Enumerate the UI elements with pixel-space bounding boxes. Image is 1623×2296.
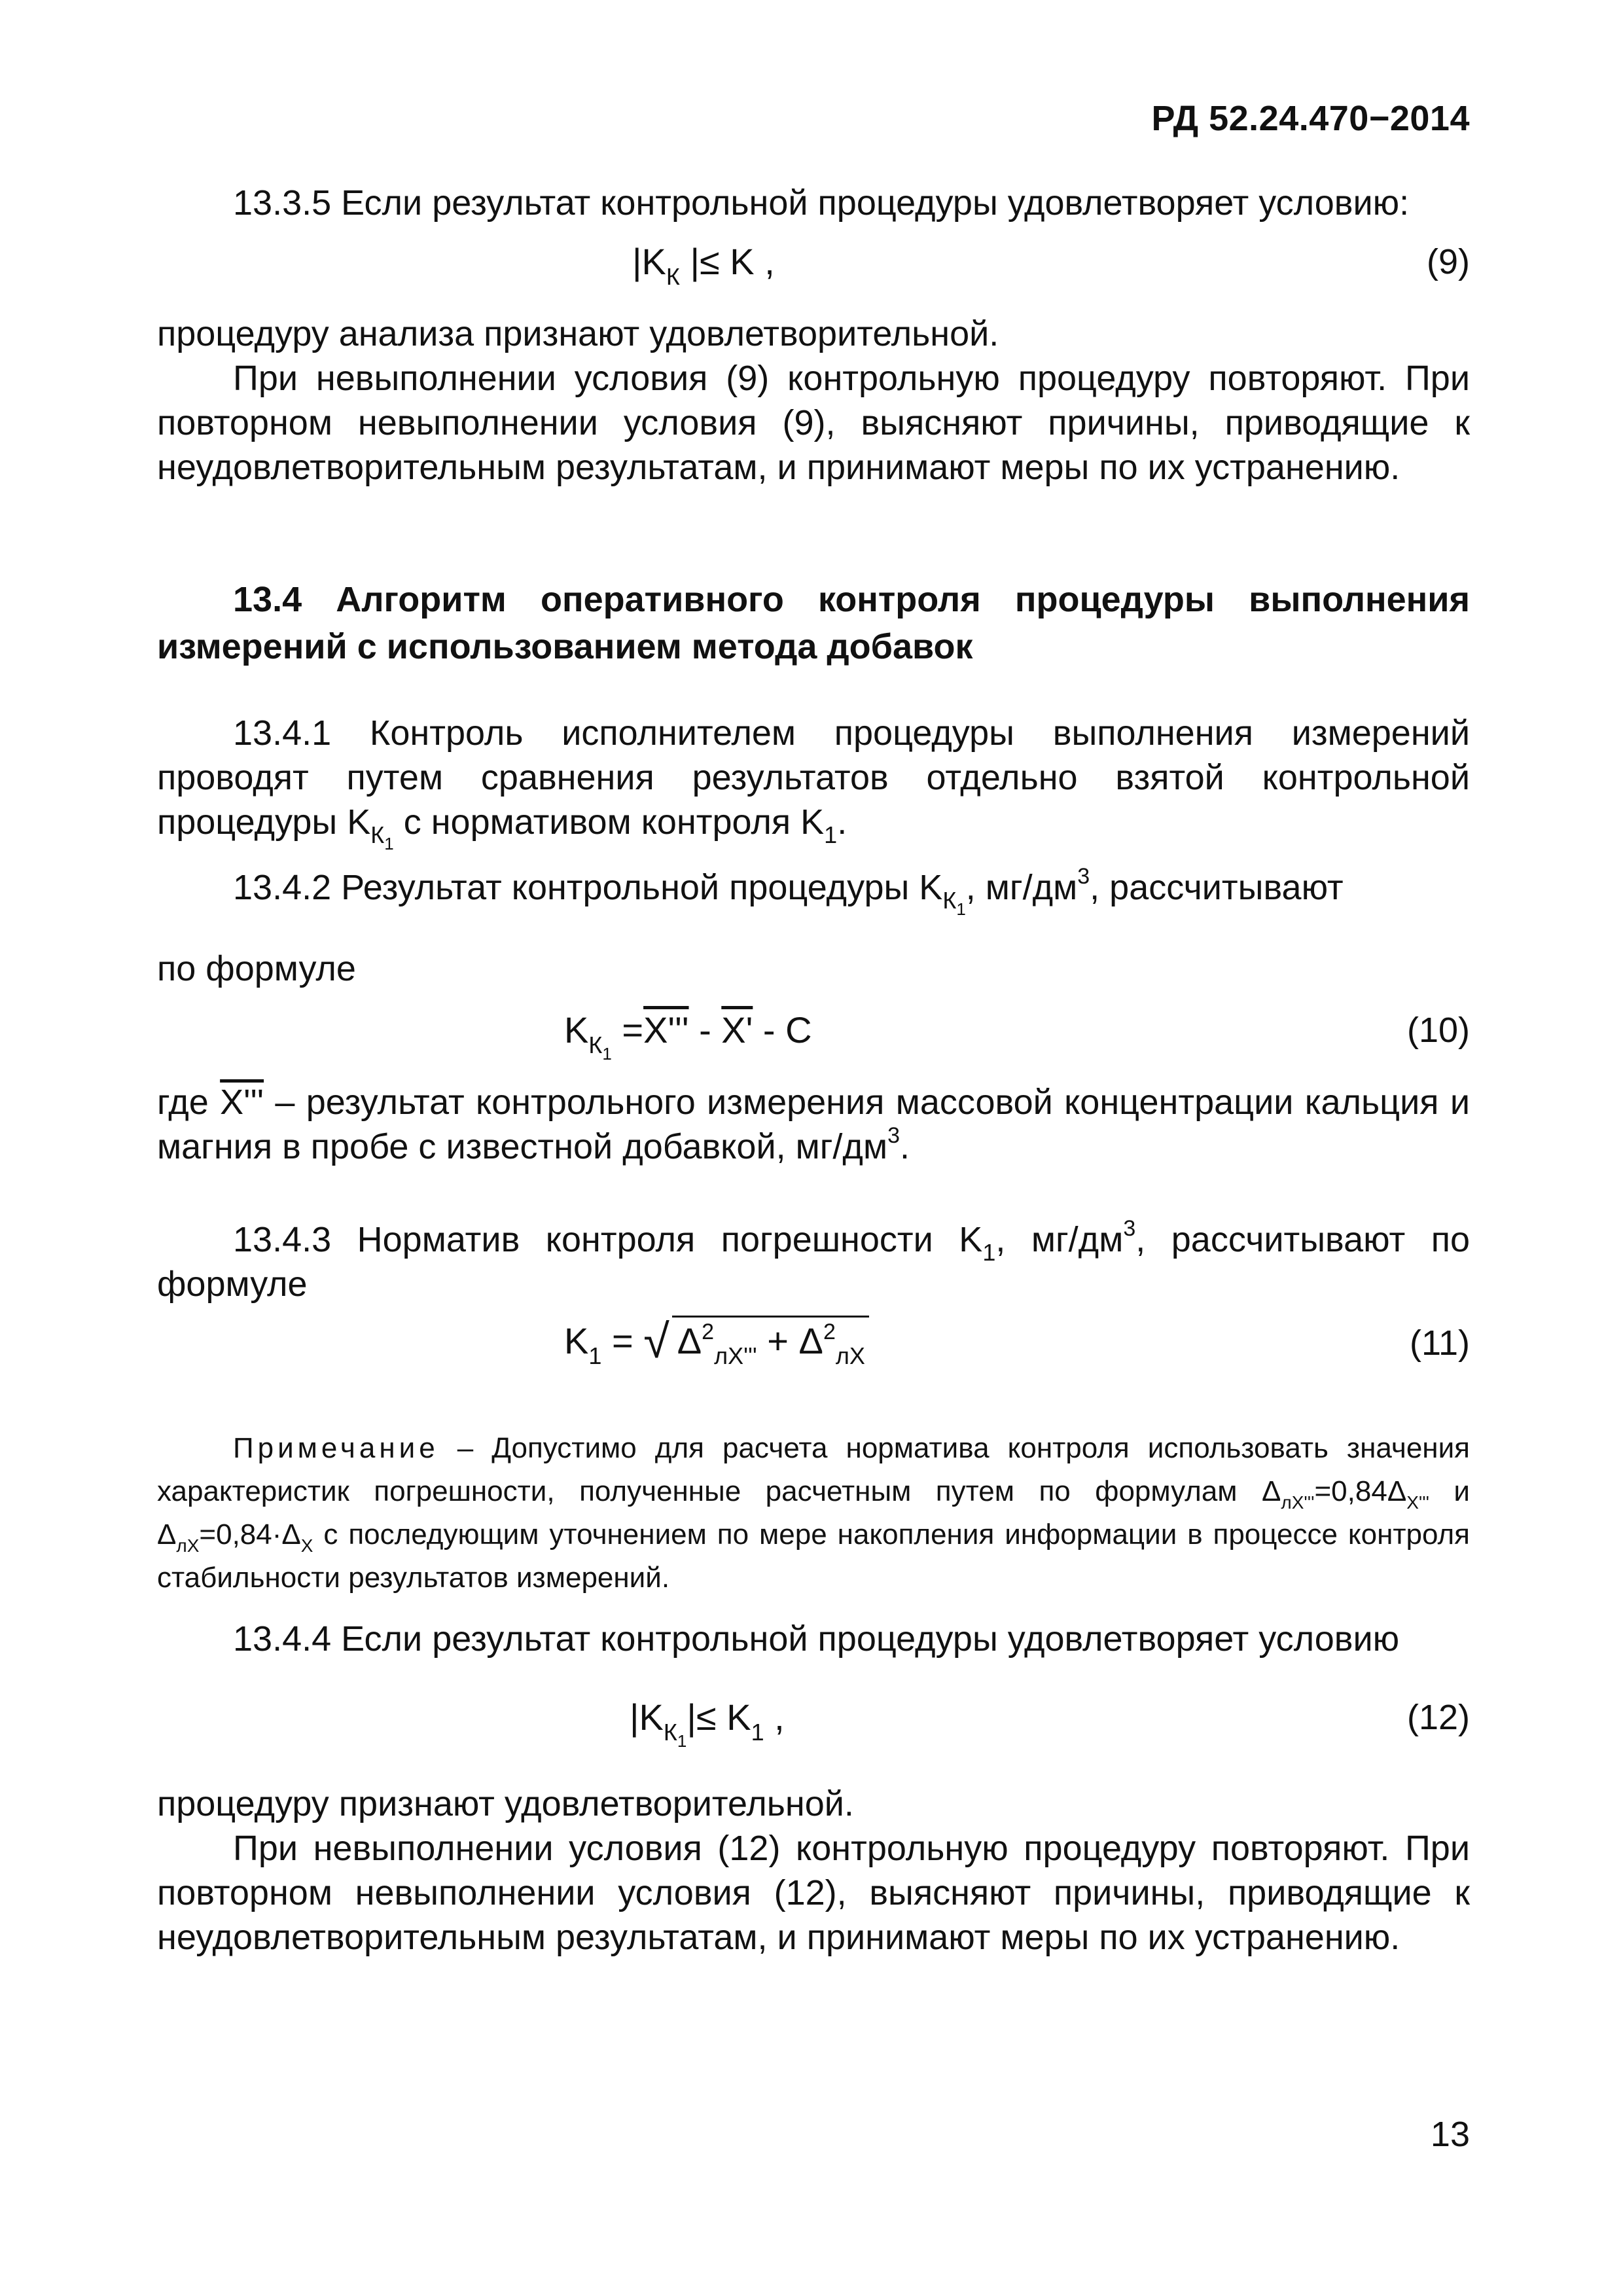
- sub-k-index: 1: [677, 1731, 687, 1751]
- formula-11-delta-b: Δ: [798, 1320, 823, 1361]
- formula-11-delta-a: Δ: [677, 1320, 702, 1361]
- note-sub-a: лX''': [1281, 1492, 1315, 1513]
- paragraph-analysis-accepted: процедуру анализа признают удовлетворительной.: [157, 314, 999, 353]
- formula-10: [564, 1008, 812, 1064]
- note-eq-a: =0,84: [1314, 1475, 1387, 1507]
- section-heading-13-4: 13.4 Алгоритм оперативного контроля процедуры выполнения измерений с использованием метода добавок: [157, 580, 1470, 666]
- paragraph-by-formula: по формуле: [157, 949, 356, 988]
- sub-k-letter: К: [663, 1719, 677, 1746]
- paragraph-13-4-3-sup: 3: [1123, 1216, 1136, 1241]
- document-id: РД 52.24.470−2014: [1151, 99, 1470, 138]
- sub-k-index: 1: [602, 1044, 612, 1064]
- paragraph-13-4-1: [157, 711, 1470, 853]
- sub-k-index: 1: [384, 834, 394, 853]
- formula-10-lhs-sub: [588, 1031, 612, 1064]
- formula-12: [630, 1695, 785, 1751]
- sub-k-letter: К: [588, 1031, 603, 1058]
- sub-k-index: 1: [956, 899, 966, 919]
- paragraph-repeat-12: При невыполнении условия (12) контрольную процедуру повторяют. При повторном невыполнении условия (12), выясняют причины, приводящие к неудовлетворительным результатам, и принимают меры по их устранению.: [157, 1829, 1470, 1957]
- paragraph-where-symbol: X''': [220, 1083, 264, 1122]
- formula-10-lhs: K: [564, 1009, 589, 1050]
- note-delta-4: Δ: [281, 1518, 301, 1551]
- paragraph-where-text-a: где: [157, 1083, 221, 1122]
- paragraph-13-4-2-sub-k: [942, 887, 966, 919]
- equation-number-12: (12): [1406, 1698, 1470, 1737]
- equation-number-10: (10): [1406, 1011, 1470, 1050]
- paragraph-where-sup: 3: [887, 1123, 900, 1148]
- note-delta-2: Δ: [1387, 1475, 1407, 1507]
- formula-9: [632, 240, 775, 290]
- formula-12-sub: [663, 1719, 687, 1751]
- paragraph-13-4-1-text-b: с нормативом контроля K: [393, 802, 825, 842]
- formula-12-open: |K: [630, 1696, 664, 1738]
- formula-9-relation: |≤ K ,: [679, 241, 775, 282]
- formula-10-x-triple-prime: X''': [643, 1009, 689, 1050]
- formula-10-minus-1: -: [688, 1009, 722, 1050]
- formula-10-minus-c: - C: [753, 1009, 812, 1050]
- sub-k-letter: К: [370, 821, 385, 848]
- note-sub-d: X: [300, 1535, 313, 1556]
- formula-10-x-prime: X': [721, 1009, 753, 1050]
- paragraph-repeat-9: При невыполнении условия (9) контрольную процедуру повторяют. При повторном невыполнении условия (9), выясняют причины, приводящие к неудовлетворительным результатам, и принимают меры по их устранению.: [157, 359, 1470, 487]
- formula-11-sub-a: лX''': [714, 1342, 757, 1369]
- paragraph-13-4-1-sub-1: 1: [824, 821, 838, 848]
- formula-11-sup-b: 2: [823, 1319, 836, 1344]
- note-delta-1: Δ: [1262, 1475, 1281, 1507]
- note: [157, 1427, 1470, 1600]
- paragraph-13-4-3-text-b: , мг/дм: [995, 1220, 1124, 1259]
- paragraph-13-4-2-text-a: 13.4.2 Результат контрольной процедуры K: [233, 868, 943, 907]
- note-delta-3: Δ: [157, 1518, 177, 1551]
- sub-k-letter: К: [942, 887, 957, 914]
- formula-12-rhs-sub: 1: [751, 1719, 764, 1746]
- equation-number-11: (11): [1409, 1323, 1470, 1363]
- page-number: 13: [1430, 2115, 1470, 2154]
- formula-11-lhs-sub: 1: [588, 1342, 602, 1369]
- paragraph-13-4-1-sub-k: [370, 821, 394, 853]
- note-and: и: [1429, 1475, 1470, 1507]
- paragraph-where-text-c: .: [900, 1127, 910, 1166]
- paragraph-procedure-accepted: процедуру признают удовлетворительной.: [157, 1784, 854, 1823]
- paragraph-13-3-5: 13.3.5 Если результат контрольной процедуры удовлетворяет условию:: [233, 183, 1410, 223]
- paragraph-13-4-1-text-a: 13.4.1 Контроль исполнителем процедуры выполнения измерений проводят путем сравнения результатов отдельно взятой контрольной процедуры K: [157, 713, 1470, 842]
- paragraph-13-4-4: 13.4.4 Если результат контрольной процедуры удовлетворяет условию: [233, 1619, 1400, 1659]
- formula-11-sup-a: 2: [702, 1319, 715, 1344]
- formula-11-plus: +: [757, 1320, 799, 1361]
- formula-9-lhs-sub: К: [666, 263, 680, 290]
- equation-number-9: (9): [1427, 242, 1470, 281]
- note-label: Примечание: [233, 1432, 439, 1464]
- paragraph-13-4-1-text-c: .: [837, 802, 847, 842]
- square-root-icon: √: [643, 1316, 669, 1368]
- paragraph-13-4-3-text-a: 13.4.3 Норматив контроля погрешности K: [233, 1220, 983, 1259]
- paragraph-where-text-b: – результат контрольного измерения массовой концентрации кальция и магния в пробе с известной добавкой, мг/дм: [157, 1083, 1470, 1166]
- formula-11-radicand: [672, 1316, 869, 1369]
- paragraph-where: [157, 1080, 1470, 1169]
- paragraph-13-4-3-sub-1: 1: [982, 1239, 996, 1266]
- formula-12-comma: ,: [764, 1696, 785, 1738]
- paragraph-13-4-2: [157, 864, 1470, 919]
- note-text-b: с последующим уточнением по мере накопления информации в процессе контроля стабильности результатов измерений.: [157, 1518, 1470, 1594]
- paragraph-13-4-3-text-c: , рассчитывают по формуле: [157, 1220, 1470, 1304]
- formula-12-relation: |≤ K: [687, 1696, 751, 1738]
- note-eq-b: =0,84·: [199, 1518, 282, 1551]
- formula-11-equals: =: [601, 1320, 644, 1361]
- formula-11-lhs: K: [564, 1320, 589, 1361]
- formula-11: [564, 1316, 869, 1369]
- paragraph-13-4-2-sup: 3: [1077, 864, 1090, 889]
- formula-10-equals: =: [611, 1009, 644, 1050]
- paragraph-13-4-2-text-c: , рассчитывают: [1090, 868, 1344, 907]
- paragraph-13-4-2-text-b: , мг/дм: [965, 868, 1078, 907]
- note-sub-c: лX: [176, 1535, 200, 1556]
- note-text-a: – Допустимо для расчета норматива контроля использовать значения характеристик погрешности, полученные расчетным путем по формулам: [157, 1432, 1470, 1507]
- paragraph-13-4-3: [157, 1217, 1470, 1306]
- note-sub-b: X''': [1406, 1492, 1429, 1513]
- formula-9-lhs: |K: [632, 241, 666, 282]
- formula-11-sub-b: лX: [835, 1342, 865, 1369]
